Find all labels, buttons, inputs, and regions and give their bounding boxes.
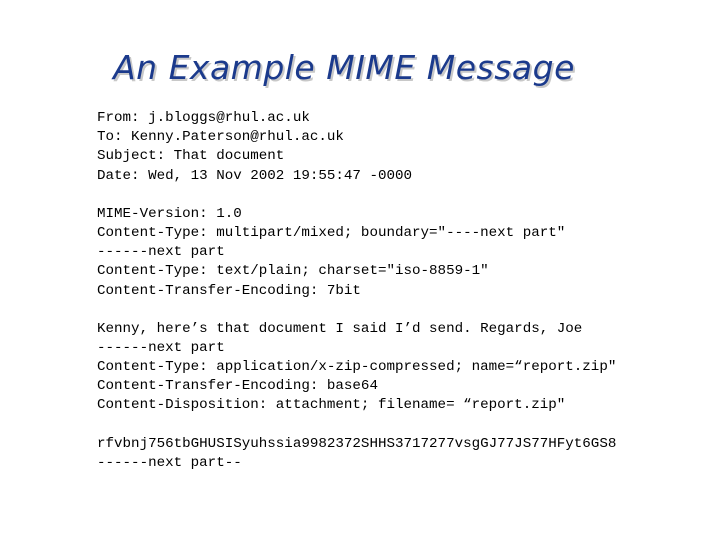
transfer-encoding-line: Content-Transfer-Encoding: base64 <box>97 378 378 395</box>
mime-version-line: MIME-Version: 1.0 <box>97 205 242 222</box>
base64-data-line: rfvbnj756tbGHUSISyuhssia9982372SHHS3717277vsgGJ77JS77HFyt6GS8 <box>97 435 617 452</box>
boundary-line: ------next part <box>97 244 225 261</box>
final-boundary-line: ------next part-- <box>97 454 242 471</box>
to-header-line: To: Kenny.Paterson@rhul.ac.uk <box>97 129 344 146</box>
date-header-line: Date: Wed, 13 Nov 2002 19:55:47 -0000 <box>97 167 413 184</box>
boundary-line: ------next part <box>97 339 225 356</box>
message-part <box>97 320 712 416</box>
mime-headers <box>97 205 712 301</box>
message-text-line: Kenny, here’s that document I said I’d send. Regards, Joe <box>97 320 583 337</box>
attachment-data <box>97 435 712 473</box>
mime-message-body <box>97 109 712 492</box>
subject-header-line: Subject: That document <box>97 148 285 165</box>
content-type-multipart-line: Content-Type: multipart/mixed; boundary="----next part" <box>97 224 566 241</box>
slide-title: An Example MIME Message <box>113 48 575 87</box>
content-type-zip-line: Content-Type: application/x-zip-compressed; name=“report.zip" <box>97 359 617 376</box>
transfer-encoding-line: Content-Transfer-Encoding: 7bit <box>97 282 361 299</box>
from-header-line: From: j.bloggs@rhul.ac.uk <box>97 110 310 126</box>
content-type-text-line: Content-Type: text/plain; charset="iso-8859-1" <box>97 263 489 280</box>
mail-headers <box>97 109 712 186</box>
content-disposition-line: Content-Disposition: attachment; filename= “report.zip" <box>97 397 566 414</box>
